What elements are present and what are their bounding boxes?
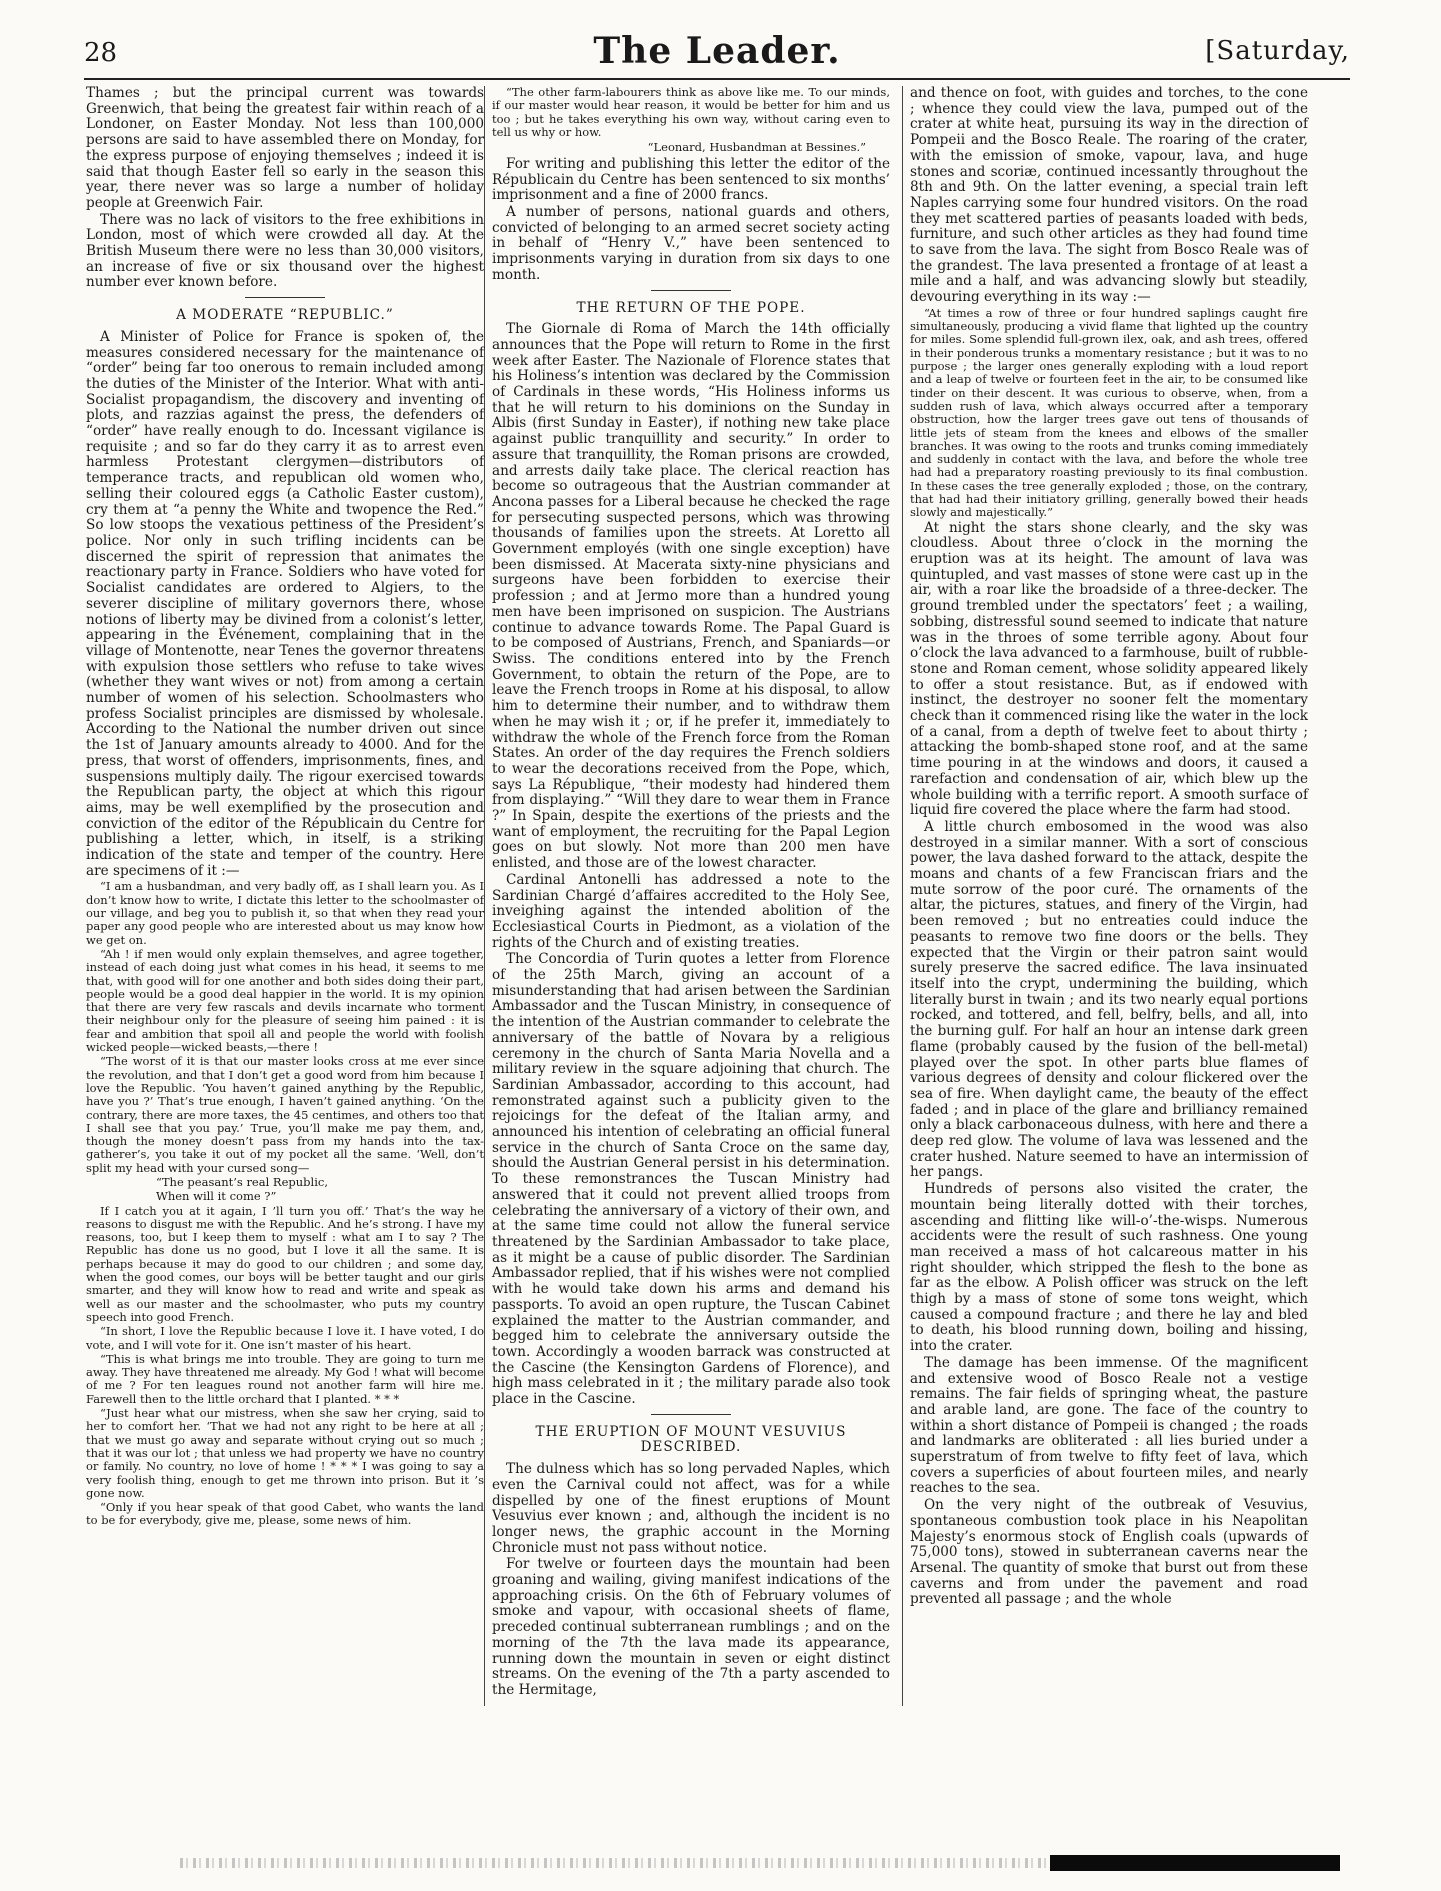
scan-edge-artifact <box>180 1855 1340 1871</box>
verse-line: “The peasant’s real Republic, <box>156 1174 328 1189</box>
quote-paragraph: “I am a husbandman, and very badly off, as I shall learn you. As I don’t know how to write, I dictate this letter to the schoolmaster of our village, and beg you to publish it, so that when they read your paper any good people who are interested about us may know how we get on. <box>86 879 484 947</box>
paragraph: There was no lack of visitors to the free exhibitions in London, most of which were crowded all day. At the British Museum there were no less than 30,000 visitors, an increase of five or six thousand over the highest number ever known before. <box>86 211 484 291</box>
quote-paragraph: “The worst of it is that our master looks cross at me ever since the revolution, and that I don’t get a good word from him because I love the Republic. ‘You haven’t gained anything by the Republic, have you ?’ That’s true enough, I haven’t gained anything. ‘On the contrary, there are more taxes, the 45 centimes, and others too that I shall see that you pay.’ True, you’ll make me pay them, and, though the money doesn’t pass from my hands into the tax-gatherer’s, you take it out of my pocket all the same. ‘Well, don’t split my head with your cursed song— <box>86 1054 484 1175</box>
paragraph: A number of persons, national guards and others, convicted of belonging to an armed secret society acting in behalf of “Henry V.,” have been sentenced to imprisonments varying in duration from six days to one month. <box>492 204 890 283</box>
article-separator <box>651 290 731 291</box>
paragraph: A Minister of Police for France is spoken of, the measures considered necessary for the maintenance of “order” being far too onerous to remain included among the duties of the Minister of the Interior. What with anti-Socialist propagandism, the discovery and inventing of plots, and razzias against the press, the defenders of “order” have really enough to do. Incessant vigilance is requisite ; and so far do they carry it as to arrest even harmless Protestant clergymen—distributors of temperance tracts, and republican old women who, selling their coloured eggs (a Catholic Easter custom), cry them at “a penny the White and twopence the Red.” So low stoops the vexatious pettiness of the President’s police. Nor only in such trifling incidents can be discerned the spirit of repression that animates the reactionary party in France. Soldiers who have voted for Socialist candidates are ordered to Algiers, to the severer discipline of military governors there, whose notions of liberty may be divined from a colonist’s letter, appearing in the Événement, complaining that in the village of Montenotte, near Tenes the governor threatens with expulsion those settlers who refuse to take wives (whether they want wives or not) from among a certain number of women of his selection. Schoolmasters who profess Socialist principles are dismissed by wholesale. According to the National the number driven out since the 1st of January amounts already to 4000. And for the press, that worst of offenders, imprisonments, fines, and suspensions multiply daily. The rigour exercised towards the Republican party, the object at which this rigour aims, may be well exemplified by the prosecution and conviction of the editor of the Républicain du Centre for publishing a letter, which, in itself, is a striking indication of the state and temper of the country. Here are specimens of it :— <box>86 328 484 879</box>
verse-line: When will it come ?” <box>156 1189 277 1204</box>
article-heading-vesuvius: THE ERUPTION OF MOUNT VESUVIUS DESCRIBED. <box>535 1423 847 1456</box>
article-heading-republic: A MODERATE “REPUBLIC.” <box>176 307 394 324</box>
paragraph: On the very night of the outbreak of Vesuvius, spontaneous combustion took place in his Neapolitan Majesty’s enormous stock of English coals (upwards of 75,000 tons), stowed in subterranean caverns near the Arsenal. The quantity of smoke that burst out from these caverns and from under the pavement and road prevented all passage ; and the whole <box>910 1497 1308 1608</box>
quote-paragraph: If I catch you at it again, I ’ll turn you off.’ That’s the way he reasons to disgust me with the Republic. And he’s strong. I have my reasons, too, but I keep them to myself : what am I to say ? The Republic has done us no good, but I love it all the same. It is perhaps because it may do good to our children ; and some day, when the good comes, our boys will be better taught and our girls smarter, and they will know how to read and write and speak as well as our master and the schoolmaster, who puts my country speech into good French. <box>86 1203 484 1324</box>
quote-paragraph: “At times a row of three or four hundred saplings caught fire simultaneously, producing a vivid flame that lighted up the country for miles. Some splendid full-grown ilex, oak, and ash trees, offered in their ponderous trunks a momentary resistance ; but it was to no purpose ; the larger ones generally exploding with a loud report and a leap of twelve or fourteen feet in the air, to be consumed like tinder on their descent. It was curious to observe, when, from a sudden rush of lava, which always occurred after a temporary obstruction, how the larger trees gave out tens of thousands of little jets of steam from the knees and elbows of the smaller branches. It was owing to the roots and trunks coming immediately and suddenly in contact with the lava, and before the whole tree had had a preparatory roasting previously to its final combustion. In these cases the tree generally exploded ; those, on the contrary, that had had their initiatory grilling, generally bowed their heads slowly and majestically.” <box>910 305 1308 520</box>
paragraph: Hundreds of persons also visited the crater, the mountain being literally dotted with their torches, ascending and flitting like will-o’-the-wisps. Numerous accidents were the result of such rashness. One young man received a mass of hot calcareous matter in his right shoulder, which stripped the flesh to the bone as far as the elbow. A Polish officer was struck on the left thigh by a mass of stone of some tons weight, which caused a compound fracture ; and there he lay and bled to death, his blood running down, boiling and hissing, into the crater. <box>910 1181 1308 1355</box>
paragraph: The damage has been immense. Of the magnificent and extensive wood of Bosco Reale not a vestige remains. The fair fields of springing wheat, the pasture and arable land, are gone. The face of the country to within a short distance of Pompeii is changed ; the roads and landmarks are obliterated : all lies buried under a superstratum of from twelve to fifty feet of lava, which covers a superficies of about fourteen miles, and nearly reaches to the sea. <box>910 1354 1308 1497</box>
paragraph: A little church embosomed in the wood was also destroyed in a similar manner. With a sort of conscious power, the lava dashed forward to the attack, despite the moans and chants of a few Franciscan friars and the mute sorrow of the poor curé. The ornaments of the altar, the pictures, statues, and finery of the Virgin, had been removed ; but no entreaties could induce the peasants to remove two fine doors or the bells. They expected that the Virgin or their patron saint would surely preserve the sacred edifice. The lava insinuated itself into the crypt, undermining the building, which literally burst in twain ; and its two nearly equal portions rocked, and tottered, and fell, belfry, bells, and all, into the burning gulf. For half an hour an intense dark green flame (probably caused by the fusion of the bell-metal) played over the spot. In other parts blue flames of various degrees of density and colour flickered over the sea of fire. When daylight came, the beauty of the effect faded ; and in place of the glare and brilliancy remained only a black carbonaceous dulness, with here and there a deep red glow. The volume of lava was lessened and the crater hushed. Nature seemed to have an intermission of her pangs. <box>910 818 1308 1181</box>
page-number: 28 <box>84 38 118 68</box>
quote-paragraph: “Just hear what our mistress, when she saw her crying, said to her to comfort her. ‘That we had not any right to be here at all ; that we must go away and separate without crying out so much ; that it was our lot ; that unless we had property we have no country or family. No country, no love of home ! * * * I was going to say a very foolish thing, enough to get me thrown into prison. But it ’s gone now. <box>86 1406 484 1500</box>
article-separator <box>651 1414 731 1415</box>
paragraph: The dulness which has so long pervaded Naples, which even the Carnival could not affect, was for a while dispelled by one of the finest eruptions of Mount Vesuvius ever known ; and, although the incident is no longer news, the graphic account in the Morning Chronicle must not pass without notice. <box>492 1461 890 1556</box>
paragraph: The Concordia of Turin quotes a letter from Florence of the 25th March, giving an account of a misunderstanding that had arisen between the Sardinian Ambassador and the Tuscan Ministry, in consequence of the intention of the Austrian commander to celebrate the anniversary of the battle of Novara by a religious ceremony in the church of Santa Maria Novella and a military review in the square adjoining that church. The Sardinian Ambassador, according to this account, had remonstrated against such a publicity given to the rejoicings for the defeat of the Italian army, and announced his intention of celebrating an official funeral service in the church of Santa Croce on the same day, should the Austrian General persist in his determination. To these remonstrances the Tuscan Ministry had answered that it could not prevent allied troops from celebrating the anniversary of a victory of their own, and at the same time could not allow the funeral service threatened by the Sardinian Ambassador to take place, as it might be a cause of public disorder. The Sardinian Ambassador replied, that if his wishes were not complied with he would take down his arms and demand his passports. To avoid an open rupture, the Tuscan Cabinet explained the matter to the Austrian commander, and begged him to celebrate the anniversary outside the town. Accordingly a wooden barrack was constructed at the Cascine (the Kensington Gardens of Florence), and high mass celebrated in it ; the military parade also took place in the Cascine. <box>492 951 890 1408</box>
paragraph: Cardinal Antonelli has addressed a note to the Sardinian Chargé d’affaires accredited to the Holy See, inveighing against the intended abolition of the Ecclesiastical Courts in Piedmont, as a violation of the rights of the Church and of existing treaties. <box>492 871 890 951</box>
letter-signature: “Leonard, Husbandman at Bessines.” <box>647 140 866 155</box>
masthead: The Leader. <box>593 30 841 72</box>
column-divider <box>484 86 485 1706</box>
paragraph: For writing and publishing this letter the editor of the Républicain du Centre has been sentenced to six months’ imprisonment and a fine of 2000 francs. <box>492 155 890 204</box>
quote-paragraph: “In short, I love the Republic because I love it. I have voted, I do vote, and I will vote for it. One isn’t master of his heart. <box>86 1324 484 1352</box>
scan-ink-bar <box>1050 1855 1340 1871</box>
paragraph: For twelve or fourteen days the mountain had been groaning and wailing, giving manifest indications of the approaching crisis. On the 6th of February volumes of smoke and vapour, with occasional sheets of flame, preceded continual subterranean rumblings ; and on the morning of the 7th the lava made its appearance, running down the mountain in seven or eight distinct streams. On the evening of the 7th a party ascended to the Hermitage, <box>492 1556 890 1698</box>
paragraph: At night the stars shone clearly, and the sky was cloudless. About three o’clock in the morning the eruption was at its height. The amount of lava was quintupled, and vast masses of stone were cast up in the air, with a roar like the broadside of a three-decker. The ground trembled under the spectators’ feet ; a wailing, sobbing, distressful sound seemed to indicate that nature was in the throes of some terrible agony. About four o’clock the lava advanced to a farmhouse, built of rubble-stone and Roman cement, whose solidity appeared likely to offer a stout resistance. But, as if endowed with instinct, the destroyer no sooner felt the momentary check than it commenced rising like the water in the lock of a canal, from a depth of twelve feet to about thirty ; attacking the bomb-shaped stone roof, and at the same time pouring in at the windows and doors, it caused a rarefaction and condensation of air, which blew up the whole building with a terrific report. A smooth surface of liquid fire covered the place where the farm had stood. <box>910 519 1308 819</box>
scan-smudge <box>180 1858 1050 1868</box>
dateline: [Saturday, <box>1205 36 1350 66</box>
paragraph: and thence on foot, with guides and torches, to the cone ; whence they could view the lava, pumped out of the crater at white heat, pursuing its way in the direction of Pompeii and the Bosco Reale. The roaring of the crater, with the emission of smoke, vapour, lava, and huge stones and scoriæ, continued incessantly throughout the 8th and 9th. On the latter evening, a special train left Naples carrying some four hundred visitors. On the road they met scattered parties of peasants loaded with beds, furniture, and such other articles as they had found time to save from the lava. The sight from Bosco Reale was of the grandest. The lava presented a frontage of at least a mile and a half, and was advancing slowly but steadily, devouring everything in its way :— <box>910 85 1308 306</box>
quote-paragraph: “Ah ! if men would only explain themselves, and agree together, instead of each doing just what comes in his head, it seems to me that, with good will for one another and both sides doing their part, people would be a good deal happier in the world. It is my opinion that there are very few rascals and devils incarnate who torment their neighbour only for the pleasure of seeing him pained : it is fear and ambition that spoil all and people the world with foolish wicked people—wicked beasts,—there ! <box>86 946 484 1055</box>
column-1 <box>86 86 484 1529</box>
quote-paragraph: “This is what brings me into trouble. They are going to turn me away. They have threatened me already. My God ! what will become of me ? For ten leagues round not another farm will hire me. Farewell then to the little orchard that I planted. * * * <box>86 1351 484 1406</box>
quote-paragraph: “The other farm-labourers think as above like me. To our minds, if our master would hear reason, it would be better for him and us too ; but he takes everything his own way, without caring even to tell us why or how. <box>492 85 890 139</box>
column-3 <box>910 86 1308 1609</box>
column-divider <box>902 86 903 1706</box>
header-rule <box>84 78 1350 80</box>
paragraph: Thames ; but the principal current was towards Greenwich, that being the greatest fair within reach of a Londoner, on Easter Monday. Not less than 100,000 persons are said to have assembled there on Monday, for the express purpose of enjoying themselves ; indeed it is said that though Easter fell so early in the season this year, there never was so large a number of holiday people at Greenwich Fair. <box>86 85 484 211</box>
article-separator <box>245 297 325 298</box>
paragraph: The Giornale di Roma of March the 14th officially announces that the Pope will return to Rome in the first week after Easter. The Nazionale of Florence states that his Holiness’s intention was declared by the Commission of Cardinals in these words, “His Holiness informs us that he will return to his dominions on the Sunday in Albis (first Sunday in Easter), if nothing new take place against public tranquillity and security.” In order to assure that tranquillity, the Roman prisons are crowded, and arrests daily take place. The clerical reaction has become so outrageous that the Austrian commander at Ancona passes for a Liberal because he checked the rage for persecuting suspected persons, which was throwing thousands of families upon the streets. At Loretto all Government employés (with one single exception) have been dismissed. At Macerata sixty-nine physicians and surgeons have been forbidden to exercise their profession ; and at Jermo more than a hundred young men have been imprisoned on suspicion. The Austrians continue to advance towards Rome. The Papal Guard is to be composed of Austrians, French, and Spaniards—or Swiss. The conditions entered into by the French Government, to obtain the return of the Pope, are to leave the French troops in Rome at his disposal, to allow him to determine their number, and to withdraw them when he may wish it ; or, if he prefer it, immediately to withdraw the whole of the French force from the Roman States. An order of the day requires the French soldiers to wear the decorations received from the Pope, which, says La République, “their modesty had hindered them from displaying.” “Will they dare to wear them in France ?” In Spain, despite the exertions of the priests and the want of employment, the recruiting for the Papal Legion goes on but slowly. Not more than 200 men have enlisted, and those are of the lowest character. <box>492 321 890 872</box>
article-heading-pope: THE RETURN OF THE POPE. <box>576 299 806 316</box>
page-header <box>84 30 1350 80</box>
quote-paragraph: “Only if you hear speak of that good Cabet, who wants the land to be for everybody, give me, please, some news of him. <box>86 1500 484 1528</box>
column-2 <box>492 86 890 1700</box>
